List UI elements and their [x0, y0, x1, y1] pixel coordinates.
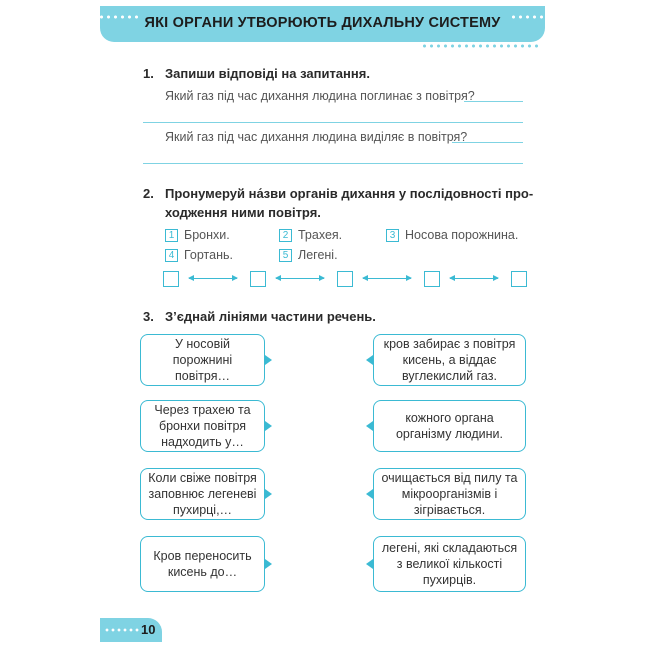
organ-item-trachea: [279, 228, 342, 242]
task-2-number: 2.: [143, 186, 154, 201]
connector-arrow-icon: [366, 559, 373, 569]
task-1-question-2: Який газ під час дихання людина виділяє в повітря?: [165, 130, 468, 144]
organ-item-nasal-cavity: [386, 228, 518, 242]
sentence-start-card[interactable]: Через трахею та бронхи повітря надходить у…: [140, 400, 265, 452]
answer-line-2a[interactable]: [452, 142, 523, 143]
connector-arrow-icon: [366, 489, 373, 499]
task-1-question-1: Який газ під час дихання людина поглинає з повітря?: [165, 89, 475, 103]
organ-number-box: 1: [165, 229, 178, 242]
connector-arrow-icon: [265, 559, 272, 569]
sentence-start-card[interactable]: Коли свіже повітря заповнює легеневі пухирці,…: [140, 468, 265, 520]
sentence-end-card[interactable]: кров забирає з повітря кисень, а віддає вуглекислий газ.: [373, 334, 526, 386]
answer-line-1b[interactable]: [143, 122, 523, 123]
double-arrow-icon: [363, 278, 411, 279]
task-1-heading: Запиши відповіді на запитання.: [165, 66, 370, 81]
page-title: ЯКІ ОРГАНИ УТВОРЮЮТЬ ДИХАЛЬНУ СИСТЕМУ: [144, 15, 501, 31]
title-banner: [100, 6, 545, 42]
connector-arrow-icon: [265, 355, 272, 365]
page-number: 10: [141, 622, 156, 637]
badge-dots: [104, 628, 140, 632]
connector-arrow-icon: [265, 489, 272, 499]
task-3-number: 3.: [143, 309, 154, 324]
sequence-box-4[interactable]: [424, 271, 440, 287]
sentence-start-card[interactable]: У носовій порожнині повітря…: [140, 334, 265, 386]
answer-line-1a[interactable]: [464, 101, 523, 102]
organ-number-box: 2: [279, 229, 292, 242]
task-1-number: 1.: [143, 66, 154, 81]
sequence-box-2[interactable]: [250, 271, 266, 287]
organ-item-lungs: [279, 248, 338, 262]
organ-name: Легені.: [298, 248, 338, 262]
organ-item-larynx: [165, 248, 233, 262]
double-arrow-icon: [450, 278, 498, 279]
task-3-heading: З’єднай лініями частини речень.: [165, 309, 376, 324]
answer-line-2b[interactable]: [143, 163, 523, 164]
organ-name: Гортань.: [184, 248, 233, 262]
sentence-end-card[interactable]: кожного органа організму людини.: [373, 400, 526, 452]
organ-number-box: 4: [165, 249, 178, 262]
sequence-box-1[interactable]: [163, 271, 179, 287]
sentence-end-card[interactable]: очищається від пилу та мікроорганізмів і зігрівається.: [373, 468, 526, 520]
task-2-heading: Пронумеруй на́зви органів дихання у послідовності проходження ними повітря.: [165, 186, 534, 220]
organ-number-box: 3: [386, 229, 399, 242]
organ-name: Трахея.: [298, 228, 343, 242]
connector-arrow-icon: [366, 421, 373, 431]
organ-item-bronchi: [165, 228, 230, 242]
sentence-end-card[interactable]: легені, які складаються з великої кількості пухирців.: [373, 536, 526, 592]
double-arrow-icon: [189, 278, 237, 279]
banner-dots-bottom: [421, 44, 541, 48]
organ-name: Бронхи.: [184, 228, 230, 242]
organ-number-box: 5: [279, 249, 292, 262]
sequence-box-5[interactable]: [511, 271, 527, 287]
sequence-box-3[interactable]: [337, 271, 353, 287]
connector-arrow-icon: [366, 355, 373, 365]
connector-arrow-icon: [265, 421, 272, 431]
double-arrow-icon: [276, 278, 324, 279]
organ-name: Носова порожнина.: [405, 228, 519, 242]
sentence-start-card[interactable]: Кров переносить кисень до…: [140, 536, 265, 592]
